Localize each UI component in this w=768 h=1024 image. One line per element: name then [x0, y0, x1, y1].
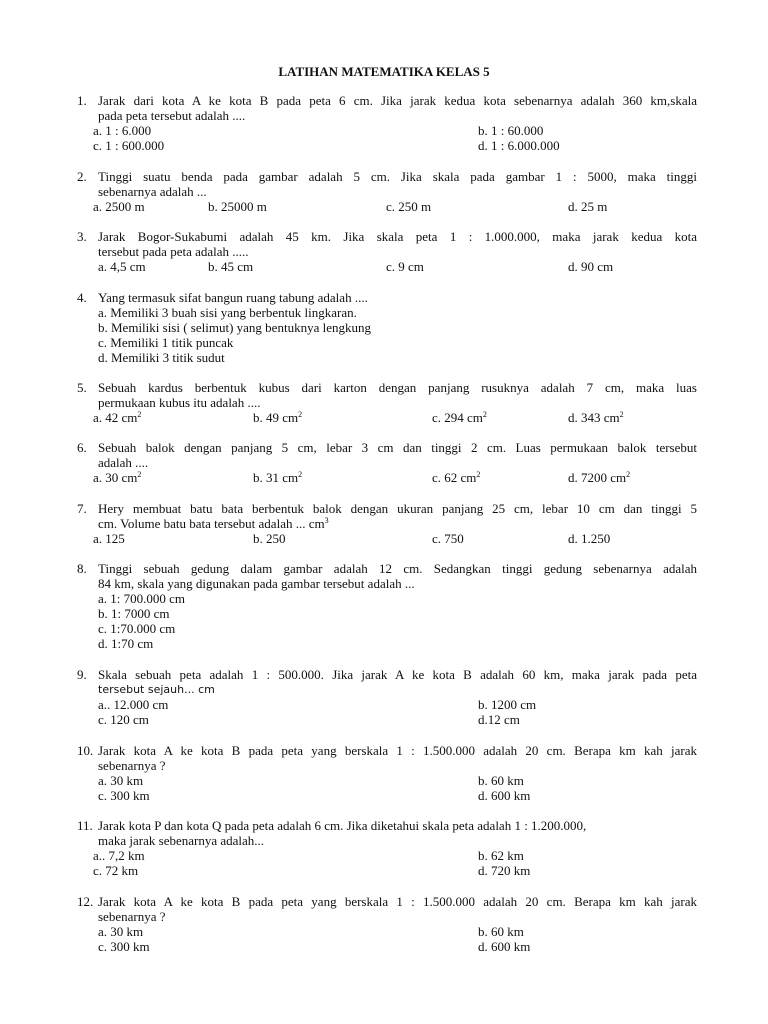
question-text: Tinggi sebuah gedung dalam gambar adalah 12 cm. Sedangkan tinggi gedung sebenarnya adalah — [98, 561, 697, 576]
superscript: 3 — [324, 516, 329, 525]
superscript: 2 — [476, 470, 481, 479]
option-d: d. 343 $cm^2$ — [568, 410, 624, 425]
superscript: 2 — [137, 410, 142, 419]
option-d: d. 90 cm — [568, 259, 614, 274]
question-text: Skala sebuah peta adalah 1 : 500.000. Jika jarak A ke kota B adalah 60 km, maka jarak pada peta — [98, 667, 697, 682]
option-b: b. 250 — [253, 531, 286, 546]
question-text: Jarak kota P dan kota Q pada peta adalah 6 cm. Jika diketahui skala peta adalah 1 : 1.200.000, — [98, 818, 587, 833]
question-text-cont: sebenarnya ? — [98, 758, 166, 773]
option-c: c. 300 km — [98, 939, 150, 954]
question-number: 7. — [77, 501, 87, 516]
question-8 — [77, 561, 697, 651]
question-text: Jarak Bogor-Sukabumi adalah 45 km. Jika skala peta 1 : 1.000.000, maka jarak kedua kota — [98, 229, 697, 244]
option-a: a. Memiliki 3 buah sisi yang berbentuk lingkaran. — [98, 305, 357, 320]
option-c: c. 1 : 600.000 — [93, 138, 165, 153]
option-d: d. 720 km — [478, 863, 531, 878]
option-a: a. 2500 m — [93, 199, 145, 214]
question-text: Sebuah balok dengan panjang 5 cm, lebar 3 cm dan tinggi 2 cm. Luas permukaan balok tersebut — [98, 440, 697, 455]
option-d: d. 1 : 6.000.000 — [478, 138, 560, 153]
option-b: b. 25000 m — [208, 199, 267, 214]
question-4 — [77, 290, 697, 365]
option-d: d. 600 km — [478, 939, 531, 954]
option-a: a. 30 km — [98, 924, 144, 939]
option-b: b. 60 km — [478, 773, 524, 788]
question-number: 1. — [77, 93, 87, 108]
option-d: d. 1.250 — [568, 531, 611, 546]
question-text-cont: 84 km, skala yang digunakan pada gambar tersebut adalah ... — [98, 576, 415, 591]
option-b: b. 45 cm — [208, 259, 254, 274]
option-a: a. 42 $cm^2$ — [93, 410, 142, 425]
option-c: c. 300 km — [98, 788, 150, 803]
option-a: a. 1: 700.000 cm — [98, 591, 186, 606]
question-text: Tinggi suatu benda pada gambar adalah 5 cm. Jika skala pada gambar 1 : 5000, maka tinggi — [98, 169, 697, 184]
option-a: a. 30 km — [98, 773, 144, 788]
option-d: d. 1:70 cm — [98, 636, 154, 651]
option-a: a. 4,5 cm — [98, 259, 146, 274]
question-3 — [77, 229, 697, 274]
question-text-cont: tersebut sejauh... cm — [98, 683, 215, 696]
question-11 — [77, 818, 697, 878]
option-c: c. 750 — [432, 531, 464, 546]
option-c: c. 9 cm — [386, 259, 424, 274]
option-c: c. 294 $cm^2$ — [432, 410, 487, 425]
superscript: 2 — [619, 410, 624, 419]
option-c: c. 72 km — [93, 863, 139, 878]
question-text-cont: cm. Volume batu bata tersebut adalah ... $cm^3$ — [98, 516, 329, 531]
question-9 — [77, 667, 697, 727]
option-c: c. 250 m — [386, 199, 432, 214]
question-text-cont: pada peta tersebut adalah .... — [98, 108, 246, 123]
question-text-cont: adalah .... — [98, 455, 149, 470]
question-number: 4. — [77, 290, 87, 305]
option-c: c. Memiliki 1 titik puncak — [98, 335, 234, 350]
option-b: b. 1: 7000 cm — [98, 606, 170, 621]
superscript: 2 — [137, 470, 142, 479]
superscript: 2 — [626, 470, 631, 479]
option-c: c. 120 cm — [98, 712, 149, 727]
option-d: d.12 cm — [478, 712, 520, 727]
option-b: b. 62 km — [478, 848, 524, 863]
superscript: 2 — [298, 470, 303, 479]
superscript: 2 — [298, 410, 303, 419]
option-a: a.. 12.000 cm — [98, 697, 169, 712]
question-text: Jarak dari kota A ke kota B pada peta 6 cm. Jika jarak kedua kota sebenarnya adalah 360 km,skala — [98, 93, 697, 108]
option-b: b. 1200 cm — [478, 697, 537, 712]
question-1 — [77, 93, 697, 153]
question-number: 8. — [77, 561, 87, 576]
question-number: 11. — [77, 818, 93, 833]
question-12 — [77, 894, 697, 954]
question-text: Hery membuat batu bata berbentuk balok dengan ukuran panjang 25 cm, lebar 10 cm dan tinggi 5 — [98, 501, 697, 516]
question-text: Jarak kota A ke kota B pada peta yang berskala 1 : 1.500.000 adalah 20 cm. Berapa km kah jarak — [98, 743, 697, 758]
question-6 — [77, 440, 697, 485]
option-b: b. 49 $cm^2$ — [253, 410, 303, 425]
option-a: a. 125 — [93, 531, 125, 546]
option-c: c. 1:70.000 cm — [98, 621, 176, 636]
question-2 — [77, 169, 697, 214]
option-d: d. 7200 $cm^2$ — [568, 470, 631, 485]
question-text: Yang termasuk sifat bangun ruang tabung adalah .... — [98, 290, 368, 305]
question-number: 6. — [77, 440, 87, 455]
question-number: 10. — [77, 743, 94, 758]
question-7 — [77, 501, 697, 546]
option-a: a. 1 : 6.000 — [93, 123, 152, 138]
question-text-cont: permukaan kubus itu adalah .... — [98, 395, 261, 410]
question-text-cont: sebenarnya ? — [98, 909, 166, 924]
question-text-cont: tersebut pada peta adalah ..... — [98, 244, 249, 259]
page-title: LATIHAN MATEMATIKA KELAS 5 — [278, 64, 490, 79]
question-number: 3. — [77, 229, 87, 244]
question-text-cont: maka jarak sebenarnya adalah... — [98, 833, 265, 848]
option-a: a. 30 $cm^2$ — [93, 470, 142, 485]
option-b: b. 60 km — [478, 924, 524, 939]
question-5 — [77, 380, 697, 425]
question-number: 9. — [77, 667, 87, 682]
option-a: a.. 7,2 km — [93, 848, 145, 863]
option-d: d. 600 km — [478, 788, 531, 803]
question-number: 12. — [77, 894, 94, 909]
superscript: 2 — [482, 410, 487, 419]
option-b: b. Memiliki sisi ( selimut) yang bentuknya lengkung — [98, 320, 371, 335]
question-text-cont: sebenarnya adalah ... — [98, 184, 207, 199]
question-number: 2. — [77, 169, 87, 184]
option-b: b. 31 $cm^2$ — [253, 470, 303, 485]
option-c: c. 62 $cm^2$ — [432, 470, 481, 485]
question-number: 5. — [77, 380, 87, 395]
question-text: Sebuah kardus berbentuk kubus dari karton dengan panjang rusuknya adalah 7 cm, maka luas — [98, 380, 697, 395]
option-b: b. 1 : 60.000 — [478, 123, 544, 138]
option-d: d. Memiliki 3 titik sudut — [98, 350, 225, 365]
option-d: d. 25 m — [568, 199, 608, 214]
question-10 — [77, 743, 697, 803]
question-text: Jarak kota A ke kota B pada peta yang berskala 1 : 1.500.000 adalah 20 cm. Berapa km kah jarak — [98, 894, 697, 909]
